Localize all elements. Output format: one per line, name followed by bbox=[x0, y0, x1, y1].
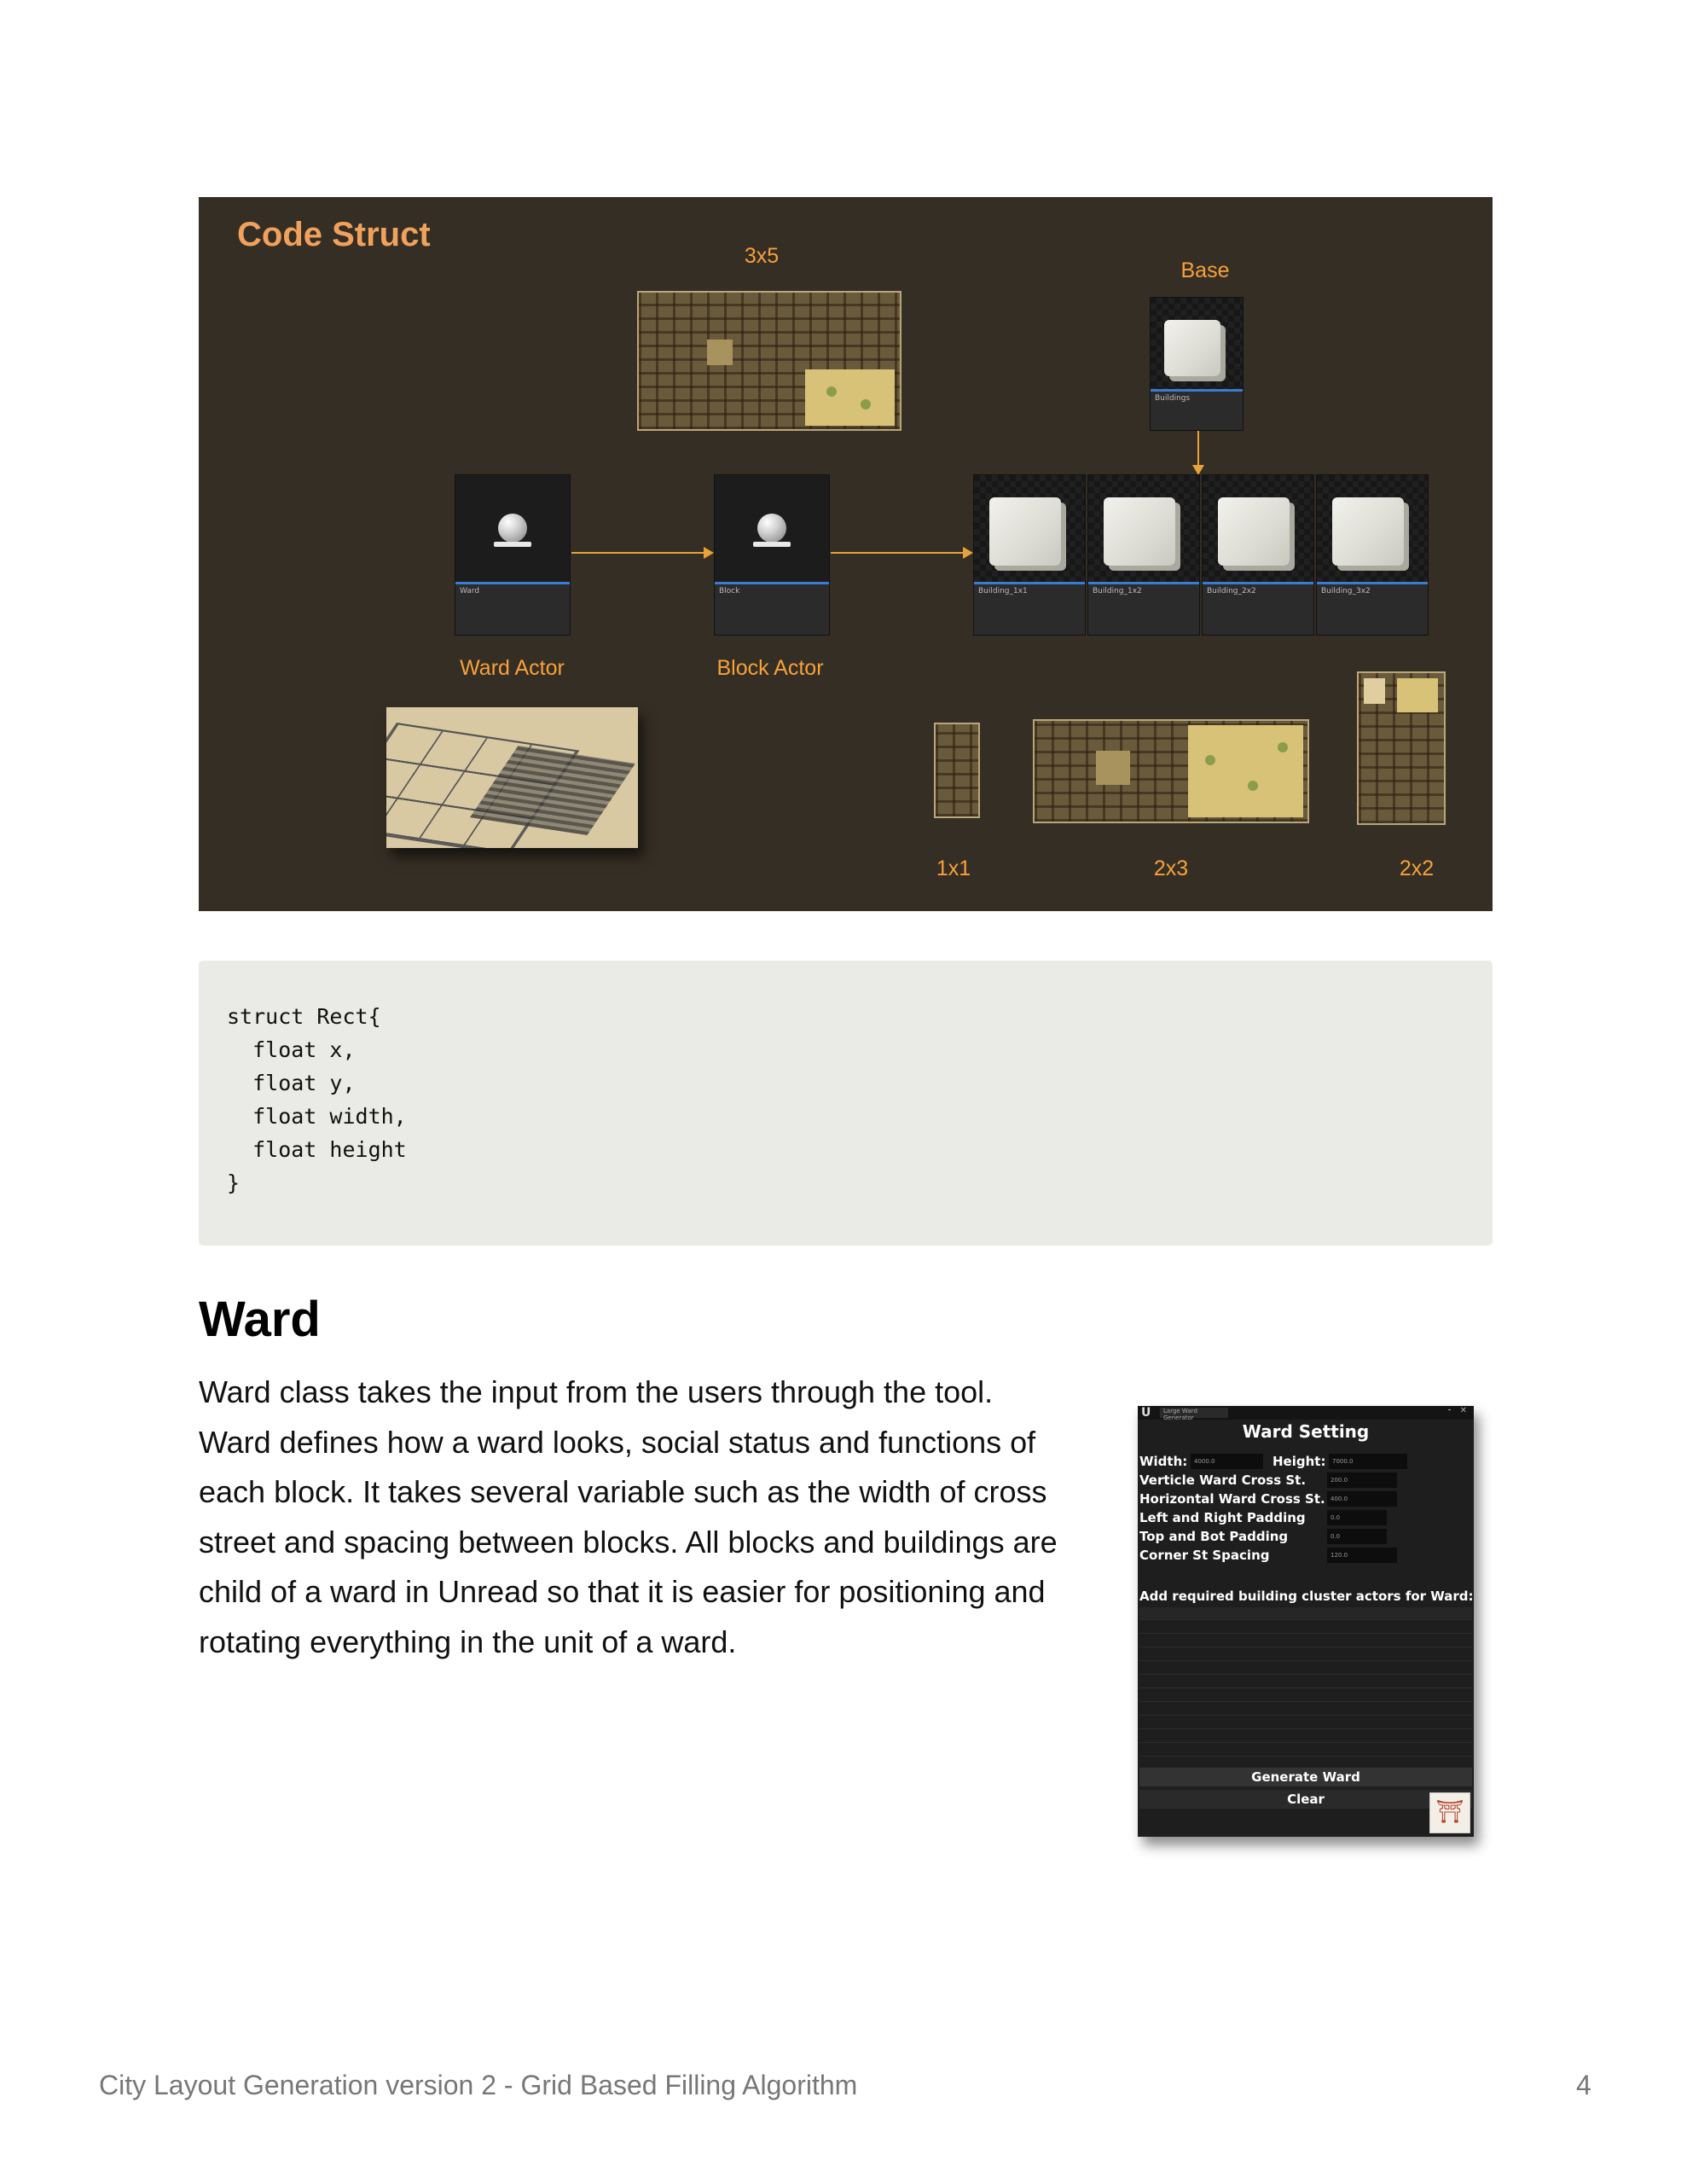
base-building-tile: Buildings bbox=[1150, 297, 1244, 431]
list-item[interactable] bbox=[1139, 1730, 1472, 1743]
ward-actor-tile: Ward bbox=[455, 474, 571, 636]
top-bot-padding-input[interactable]: 0.0 bbox=[1327, 1529, 1387, 1544]
cube-icon bbox=[1164, 320, 1220, 376]
code-block bbox=[199, 961, 1493, 1246]
cluster-actors-label: Add required building cluster actors for Ward: bbox=[1139, 1589, 1474, 1604]
corner-st-spacing-input[interactable]: 120.0 bbox=[1327, 1548, 1397, 1563]
cube-icon bbox=[989, 497, 1061, 566]
cube-icon bbox=[1218, 497, 1290, 566]
list-item[interactable] bbox=[1139, 1621, 1472, 1634]
list-item[interactable] bbox=[1139, 1635, 1472, 1647]
label-1x1: 1x1 bbox=[936, 857, 971, 880]
label-3x5: 3x5 bbox=[744, 244, 780, 268]
footer-title: City Layout Generation version 2 - Grid Based Filling Algorithm bbox=[99, 2070, 858, 2100]
building-tile-2x2: Building_2x2 bbox=[1202, 474, 1314, 636]
ward-layout-image bbox=[386, 707, 638, 848]
panel-tab[interactable]: Large Ward Generator bbox=[1160, 1408, 1228, 1418]
label-2x2: 2x2 bbox=[1399, 857, 1435, 880]
list-item[interactable] bbox=[1139, 1689, 1472, 1702]
label-base: Base bbox=[1180, 258, 1230, 282]
unreal-logo-icon: U bbox=[1141, 1406, 1151, 1420]
corner-st-spacing-label: Corner St Spacing bbox=[1139, 1548, 1270, 1563]
close-icon[interactable]: ✕ bbox=[1459, 1406, 1467, 1415]
list-item[interactable] bbox=[1139, 1716, 1472, 1729]
cube-icon bbox=[1332, 497, 1404, 566]
label-block-actor: Block Actor bbox=[716, 656, 824, 680]
diagram-title: Code Struct bbox=[237, 216, 431, 253]
cube-icon bbox=[1104, 497, 1175, 566]
label-ward-actor: Ward Actor bbox=[460, 656, 565, 680]
vertical-cross-st-input[interactable]: 200.0 bbox=[1327, 1472, 1397, 1488]
sphere-icon bbox=[498, 514, 527, 543]
code-struct-diagram bbox=[199, 197, 1493, 911]
page-number: 4 bbox=[1576, 2070, 1591, 2100]
list-item[interactable] bbox=[1139, 1662, 1472, 1675]
map-2x3-image bbox=[1033, 719, 1309, 823]
height-label: Height: bbox=[1272, 1454, 1326, 1469]
sphere-icon bbox=[757, 514, 786, 543]
clear-button[interactable]: Clear bbox=[1139, 1790, 1472, 1809]
width-label: Width: bbox=[1139, 1454, 1188, 1469]
list-item[interactable] bbox=[1139, 1703, 1472, 1716]
section-body-text: Ward class takes the input from the users through the tool. Ward defines how a ward looks, social status and functions of each block. It takes several variable such as the width of cross street and spacing between blocks. All blocks and buildings are child of a ward in Unread so that it is easier for positioning and rotating everything in the unit of a ward. bbox=[199, 1374, 1058, 1659]
list-item[interactable] bbox=[1139, 1648, 1472, 1661]
map-1x1-image bbox=[934, 723, 980, 818]
arrow-base-down bbox=[1197, 431, 1199, 473]
panel-title: Ward Setting bbox=[1242, 1421, 1370, 1442]
left-right-padding-label: Left and Right Padding bbox=[1139, 1510, 1306, 1525]
vertical-cross-st-label: Verticle Ward Cross St. bbox=[1139, 1472, 1307, 1488]
building-tile-1x1: Building_1x1 bbox=[973, 474, 1086, 636]
map-3x5-image bbox=[637, 291, 901, 431]
generate-ward-button[interactable]: Generate Ward bbox=[1139, 1768, 1472, 1786]
width-input[interactable]: 4000.0 bbox=[1191, 1454, 1263, 1469]
minimize-icon[interactable]: ⁃ bbox=[1447, 1406, 1452, 1415]
height-input[interactable]: 7000.0 bbox=[1329, 1454, 1407, 1469]
building-tile-1x2: Building_1x2 bbox=[1087, 474, 1200, 636]
left-right-padding-input[interactable]: 0.0 bbox=[1327, 1510, 1387, 1525]
map-2x2-image bbox=[1357, 671, 1446, 825]
horizontal-cross-st-label: Horizontal Ward Cross St. bbox=[1139, 1491, 1325, 1507]
ward-setting-panel bbox=[1138, 1406, 1474, 1837]
panel-tab-bar bbox=[1138, 1406, 1474, 1420]
arrow-ward-to-block bbox=[571, 552, 712, 554]
top-bot-padding-label: Top and Bot Padding bbox=[1139, 1529, 1289, 1544]
section-heading: Ward bbox=[199, 1292, 321, 1347]
block-actor-tile: Block bbox=[714, 474, 830, 636]
arrow-block-to-buildings bbox=[831, 552, 971, 554]
label-2x3: 2x3 bbox=[1153, 857, 1189, 880]
building-tile-3x2: Building_3x2 bbox=[1316, 474, 1429, 636]
code-text: struct Rect{ float x, float y, float width, float height } bbox=[227, 1004, 407, 1195]
horizontal-cross-st-input[interactable]: 400.0 bbox=[1327, 1491, 1397, 1507]
list-item[interactable] bbox=[1139, 1607, 1472, 1620]
list-item[interactable] bbox=[1139, 1676, 1472, 1688]
seal-stamp-icon: ⛩ bbox=[1429, 1792, 1470, 1833]
list-item[interactable] bbox=[1139, 1744, 1472, 1757]
